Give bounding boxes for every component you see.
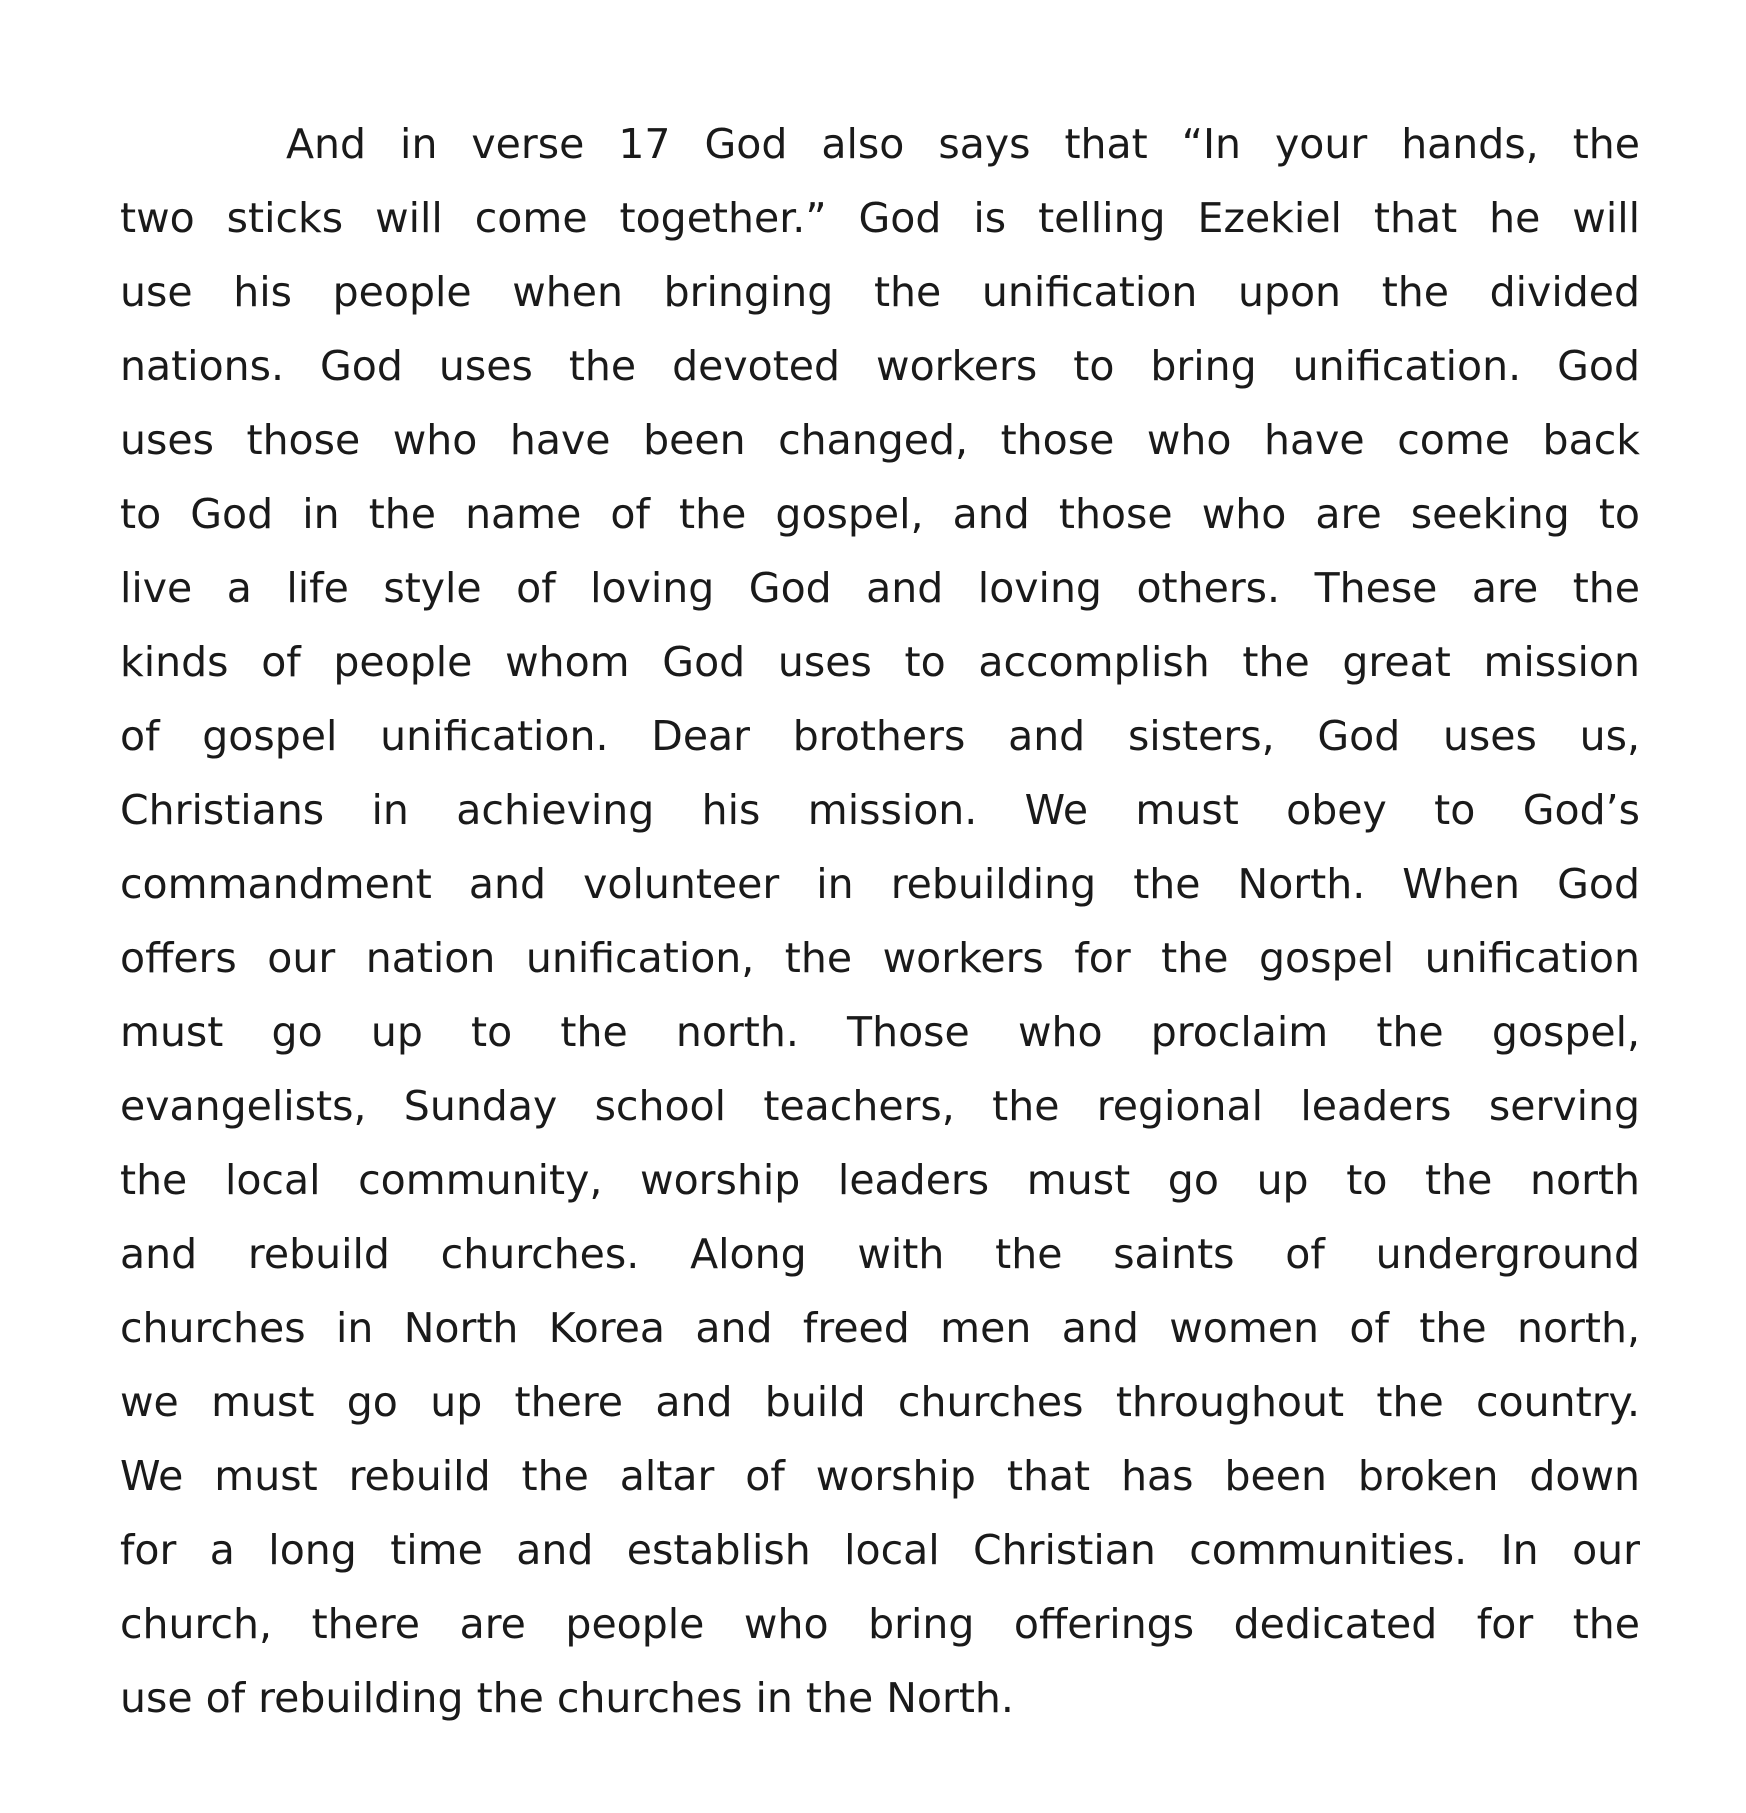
paragraph-line: for a long time and establish local Christian communities. In our	[120, 1526, 1640, 1574]
body-paragraph	[120, 107, 1640, 1735]
paragraph-line: must go up to the north. Those who proclaim the gospel,	[120, 1008, 1640, 1056]
paragraph-line: we must go up there and build churches throughout the country.	[120, 1378, 1640, 1426]
paragraph-line: live a life style of loving God and loving others. These are the	[120, 564, 1640, 612]
paragraph-line: nations. God uses the devoted workers to bring unification. God	[120, 342, 1640, 390]
paragraph-line: and rebuild churches. Along with the saints of underground	[120, 1230, 1640, 1278]
paragraph-line: offers our nation unification, the workers for the gospel unification	[120, 934, 1640, 982]
paragraph-line: uses those who have been changed, those who have come back	[120, 416, 1640, 464]
paragraph-line: of gospel unification. Dear brothers and sisters, God uses us,	[120, 712, 1640, 760]
paragraph-line: We must rebuild the altar of worship that has been broken down	[120, 1452, 1640, 1500]
paragraph-line: use his people when bringing the unification upon the divided	[120, 268, 1640, 316]
paragraph-line: And in verse 17 God also says that “In your hands, the	[286, 120, 1640, 168]
paragraph-line: commandment and volunteer in rebuilding the North. When God	[120, 860, 1640, 908]
paragraph-line: church, there are people who bring offerings dedicated for the	[120, 1600, 1640, 1648]
paragraph-line: the local community, worship leaders must go up to the north	[120, 1156, 1640, 1204]
paragraph-line: kinds of people whom God uses to accomplish the great mission	[120, 638, 1640, 686]
paragraph-line: to God in the name of the gospel, and those who are seeking to	[120, 490, 1640, 538]
paragraph-line: two sticks will come together.” God is telling Ezekiel that he will	[120, 194, 1640, 242]
paragraph-line: use of rebuilding the churches in the North.	[120, 1674, 1014, 1722]
paragraph-line: Christians in achieving his mission. We must obey to God’s	[120, 786, 1640, 834]
paragraph-line: churches in North Korea and freed men and women of the north,	[120, 1304, 1640, 1352]
paragraph-line: evangelists, Sunday school teachers, the regional leaders serving	[120, 1082, 1640, 1130]
